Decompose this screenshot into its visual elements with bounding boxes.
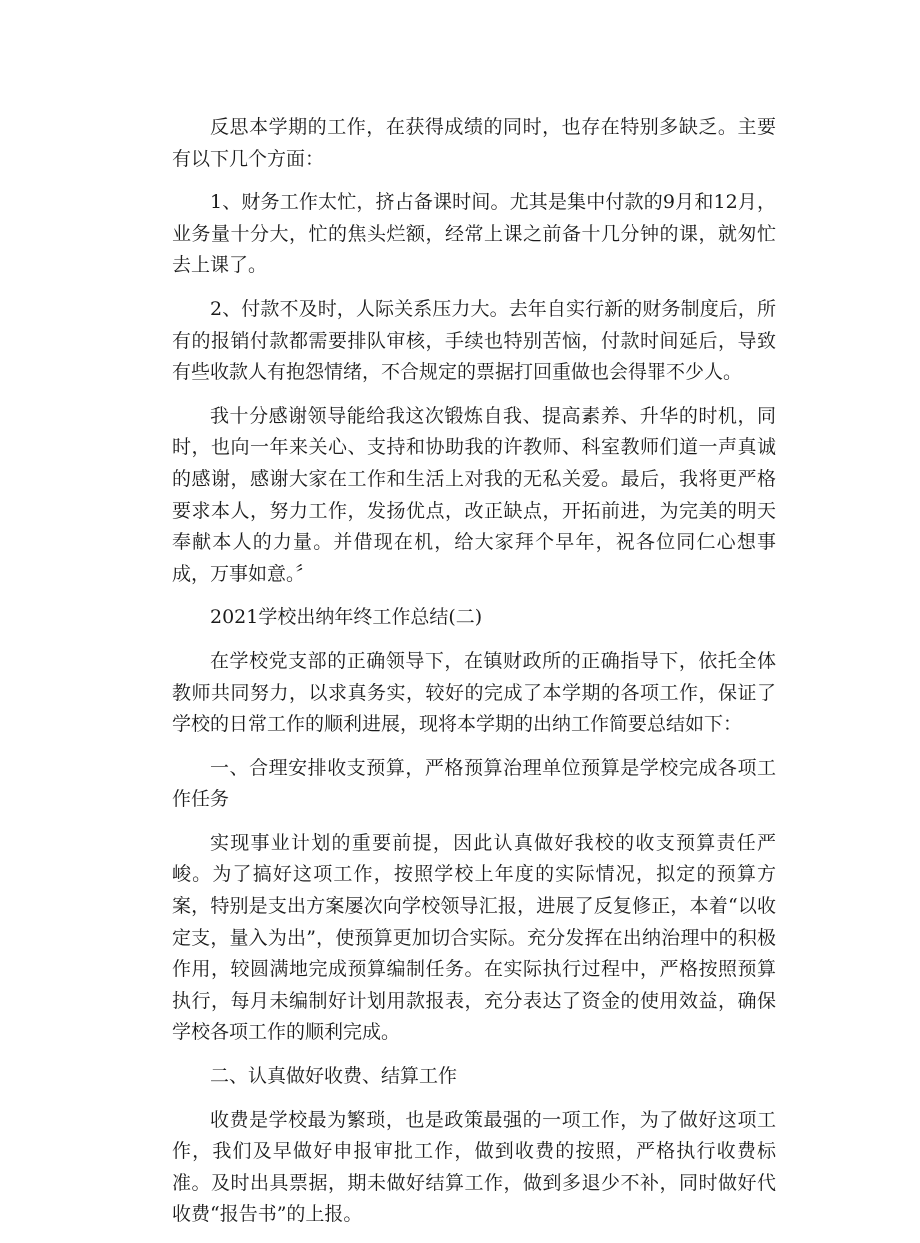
paragraph-thanks: 我十分感谢领导能给我这次锻炼自我、提高素养、升华的时机，同时，也向一年来关心、支持和协助我的许教师、科室教师们道一声真诚的感谢，感谢大家在工作和生活上对我的无私关爱。最后，我将更严格要求本人，努力工作，发扬优点，改正缺点，开拓前进，为完美的明天奉献本人的力量。并借现在机，给大家拜个早年，祝各位同仁心想事成，万事如意。〞 [172, 404, 776, 585]
heading-fees: 二、认真做好收费、结算工作 [210, 1065, 458, 1088]
paragraph-reflection-intro: 反思本学期的工作，在获得成绩的同时，也存在特别多缺乏。主要有以下几个方面： [172, 116, 776, 170]
heading-budget: 一、合理安排收支预算，严格预算治理单位预算是学校完成各项工作任务 [172, 756, 776, 811]
paragraph-issue-2: 2、付款不及时，人际关系压力大。去年自实行新的财务制度后，所有的报销付款都需要排队审核，手续也特别苦恼，付款时间延后，导致有些收款人有抱怨情绪，不合规定的票据打回重做也会得罪不少人。 [172, 297, 776, 384]
paragraph-summary-intro: 在学校党支部的正确领导下，在镇财政所的正确指导下，依托全体教师共同努力，以求真务实，较好的完成了本学期的各项工作，保证了学校的日常工作的顺利进展，现将本学期的出纳工作简要总结如下： [172, 649, 776, 736]
paragraph-fees: 收费是学校最为繁琐，也是政策最强的一项工作，为了做好这项工作，我们及早做好申报审批工作，做到收费的按照，严格执行收费标准。及时出具票据，期未做好结算工作，做到多退少不补，同时做好代收费“报告书”的上报。 [172, 1108, 776, 1226]
paragraph-budget: 实现事业计划的重要前提，因此认真做好我校的收支预算责任严峻。为了搞好这项工作，按照学校上年度的实际情况，拟定的预算方案，特别是支出方案屡次向学校领导汇报，进展了反复修正，本着“以收定支，量入为出”，使预算更加切合实际。充分发挥在出纳治理中的积极作用，较圆满地完成预算编制任务。在实际执行过程中，严格按照预算执行，每月未编制好计划用款报表，充分表达了资金的使用效益，确保学校各项工作的顺利完成。 [172, 831, 776, 1044]
paragraph-issue-1: 1、财务工作太忙，挤占备课时间。尤其是集中付款的9月和12月，业务量十分大，忙的焦头烂额，经常上课之前备十几分钟的课，就匆忙去上课了。 [172, 191, 776, 277]
section-title-2: 2021学校出纳年终工作总结(二) [210, 606, 483, 629]
document-body [172, 112, 776, 1243]
